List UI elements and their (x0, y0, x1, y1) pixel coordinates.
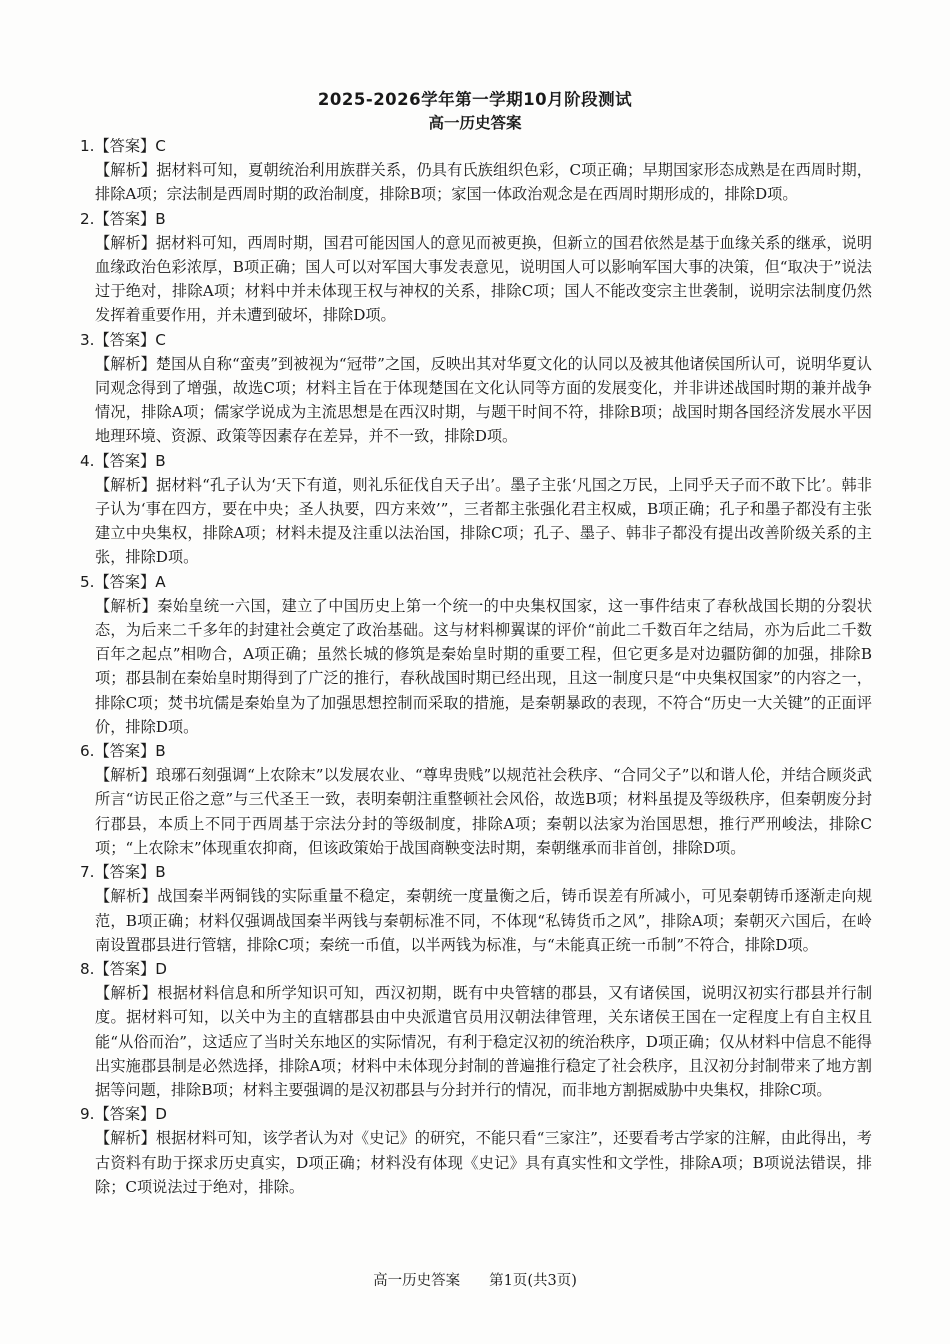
answer-item-4 (80, 449, 872, 570)
answer-line: 5.【答案】A (80, 572, 166, 591)
analysis-paragraph: 【解析】据材料“孔子认为‘天下有道，则礼乐征伐自天子出’。墨子主张‘凡国之万民，上同乎天子而不敢下比’。韩非子认为‘事在四方，要在中央；圣人执要，四方来效’”，三者都主张强化君主权威，B项正确；孔子和墨子都没有主张建立中央集权，排除A项；材料未提及注重以法治国，排除C项；孔子、墨子、韩非子都没有提出改善阶级关系的主张，排除D项。 (95, 475, 872, 567)
answer-line: 1.【答案】C (80, 137, 166, 155)
answer-item-1 (80, 134, 872, 207)
answer-list (80, 134, 872, 1199)
analysis-paragraph: 【解析】楚国从自称“蛮夷”到被视为“冠带”之国，反映出其对华夏文化的认同以及被其他诸侯国所认可，说明华夏认同观念得到了增强，故选C项；材料主旨在于体现楚国在文化认同等方面的发展变化，并非讲述战国时期的兼并战争情况，排除A项；儒家学说成为主流思想是在西汉时期，与题干时间不符，排除B项；战国时期各国经济发展水平因地理环境、资源、政策等因素存在差异，并不一致，排除D项。 (95, 354, 872, 446)
analysis-paragraph: 【解析】根据材料信息和所学知识可知，西汉初期，既有中央管辖的郡县，又有诸侯国，说明汉初实行郡县并行制度。据材料可知，以关中为主的直辖郡县由中央派遣官员用汉朝法律管理，关东诸侯王国在一定程度上有自主权且能“从俗而治”，这适应了当时关东地区的实际情况，有利于稳定汉初的统治秩序，D项正确；仅从材料中信息不能得出实施郡县制是必然选择，排除A项；材料中未体现分封制的普遍推行稳定了社会秩序，且汉初分封制带来了地方割据等问题，排除B项；材料主要强调的是汉初郡县与分封并行的情况，而非地方割据威胁中央集权，排除C项。 (95, 984, 872, 1099)
analysis-paragraph: 【解析】据材料可知，夏朝统治利用族群关系，仍具有氏族组织色彩，C项正确；早期国家形态成熟是在西周时期，排除A项；宗法制是西周时期的政治制度，排除B项；家国一体政治观念是在西周时期形成的，排除D项。 (95, 161, 872, 204)
answer-line: 4.【答案】B (80, 451, 166, 470)
answer-line: 3.【答案】C (80, 330, 166, 349)
answer-item-3 (80, 328, 872, 449)
analysis-paragraph: 【解析】战国秦半两铜钱的实际重量不稳定，秦朝统一度量衡之后，铸币误差有所减小，可见秦朝铸币逐渐走向规范，B项正确；材料仅强调战国秦半两钱与秦朝标准不同，不体现“私铸货币之风”，排除A项；秦朝灭六国后，在岭南设置郡县进行管辖，排除C项；秦统一币值，以半两钱为标准，与“未能真正统一币制”不符合，排除D项。 (95, 887, 872, 954)
page-footer: 高一历史答案 第1页(共3页) (373, 1273, 577, 1289)
answer-item-2 (80, 207, 872, 328)
analysis-paragraph: 【解析】琅琊石刻强调“上农除末”以发展农业、“尊卑贵贱”以规范社会秩序、“合同父子”以和谐人伦，并结合顾炎武所言“访民正俗之意”与三代圣王一致，表明秦朝注重整顿社会风俗，故选B项；材料虽提及等级秩序，但秦朝废分封行郡县，本质上不同于西周基于宗法分封的等级制度，排除A项；秦朝以法家为治国思想，推行严刑峻法，排除C项；“上农除末”体现重农抑商，但该政策始于战国商鞅变法时期，秦朝继承而非首创，排除D项。 (95, 766, 872, 857)
analysis-paragraph: 【解析】根据材料可知，该学者认为对《史记》的研究，不能只看“三家注”，还要看考古学家的注解，由此得出，考古资料有助于探求历史真实，D项正确；材料没有体现《史记》具有真实性和文学性，排除A项；B项说法错误，排除；C项说法过于绝对，排除。 (95, 1129, 872, 1196)
answer-line: 9.【答案】D (80, 1105, 167, 1124)
answer-item-8 (80, 957, 872, 1102)
answer-line: 2.【答案】B (80, 209, 166, 228)
page-subtitle: 高一历史答案 (428, 114, 522, 132)
analysis-paragraph: 【解析】据材料可知，西周时期，国君可能因国人的意见而被更换，但新立的国君依然是基于血缘关系的继承，说明血缘政治色彩浓厚，B项正确；国人可以对军国大事发表意见，说明国人可以影响军国大事的决策，但“取决于”说法过于绝对，排除A项；材料中并未体现王权与神权的关系，排除C项；国人不能改变宗主世袭制，说明宗法制度仍然发挥着重要作用，并未遭到破坏，排除D项。 (95, 233, 872, 325)
answer-item-9 (80, 1102, 872, 1199)
analysis-paragraph: 【解析】秦始皇统一六国，建立了中国历史上第一个统一的中央集权国家，这一事件结束了春秋战国长期的分裂状态，为后来二千多年的封建社会奠定了政治基础。这与材料柳翼谋的评价“前此二千数百年之结局，亦为后此二千数百年之起点”相吻合，A项正确；虽然长城的修筑是秦始皇时期的重要工程，但它更多是对边疆防御的加强，排除B项；郡县制在秦始皇时期得到了广泛的推行，春秋战国时期已经出现，且这一制度只是“中央集权国家”的内容之一，排除C项；焚书坑儒是秦始皇为了加强思想控制而采取的措施，是秦朝暴政的表现，不符合“历史一大关键”的正面评价，排除D项。 (95, 596, 872, 736)
answer-line: 7.【答案】B (80, 863, 166, 882)
answer-line: 6.【答案】B (80, 742, 166, 761)
answer-line: 8.【答案】D (80, 959, 167, 978)
page-title: 2025-2026学年第一学期10月阶段测试 (317, 90, 633, 109)
answer-item-5 (80, 570, 872, 739)
answer-item-6 (80, 739, 872, 860)
answer-item-7 (80, 860, 872, 957)
